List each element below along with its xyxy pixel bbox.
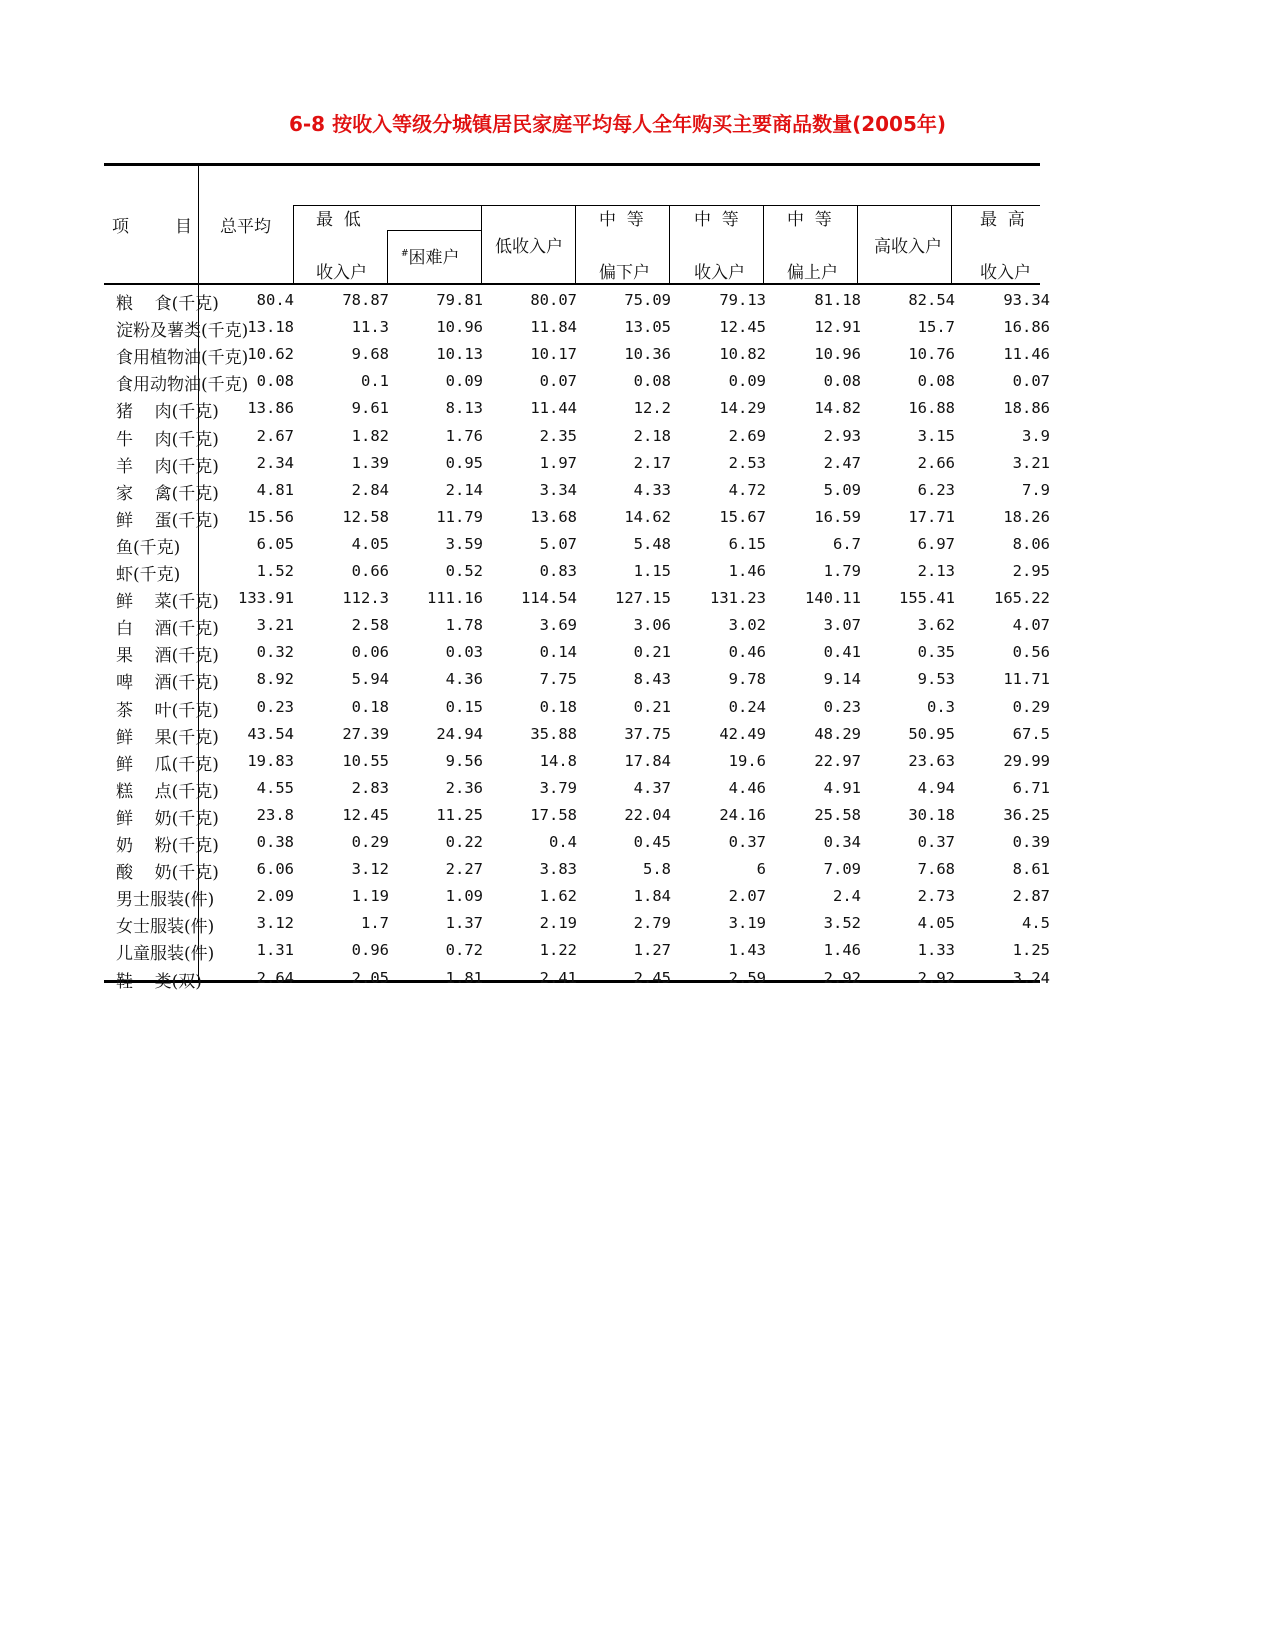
table-cell: 10.17 — [530, 345, 577, 364]
table-cell: 2.69 — [728, 426, 766, 445]
table-cell: 1.52 — [256, 562, 294, 580]
table-cell: 0.08 — [256, 372, 294, 391]
table-cell: 4.37 — [633, 778, 671, 797]
table-cell: 2.34 — [256, 453, 294, 472]
table-cell: 81.18 — [814, 291, 861, 309]
table-cell: 1.19 — [351, 887, 389, 906]
table-cell: 11.84 — [530, 318, 577, 337]
table-cell: 1.81 — [445, 968, 483, 987]
table-cell: 7.75 — [539, 670, 577, 689]
table-cell: 42.49 — [719, 724, 766, 743]
row-label: 啤 酒(千克) — [116, 673, 219, 694]
header-low: 低收入户 — [495, 237, 563, 257]
header-subrule — [293, 205, 1040, 206]
table-cell: 3.34 — [539, 480, 577, 499]
table-cell: 1.82 — [351, 426, 389, 445]
page-title: 6-8 按收入等级分城镇居民家庭平均每人全年购买主要商品数量(2005年) — [288, 112, 947, 136]
table-cell: 155.41 — [899, 589, 955, 608]
table-cell: 1.37 — [445, 914, 483, 933]
table-cell: 1.97 — [539, 453, 577, 472]
table-cell: 0.21 — [633, 697, 671, 716]
table-cell: 1.46 — [728, 562, 766, 580]
table-cell: 1.46 — [823, 941, 861, 960]
table-cell: 0.45 — [633, 833, 671, 851]
row-label: 猪 肉(千克) — [116, 402, 219, 423]
table-cell: 1.15 — [633, 562, 671, 580]
table-cell: 16.86 — [1003, 318, 1050, 337]
table-cell: 0.29 — [1012, 697, 1050, 716]
row-label: 食用动物油(千克) — [116, 375, 249, 396]
row-label: 鞋 类(双) — [116, 971, 202, 992]
table-cell: 112.3 — [342, 589, 389, 608]
table-cell: 127.15 — [615, 589, 671, 608]
table-cell: 0.06 — [351, 643, 389, 662]
table-cell: 0.39 — [1012, 833, 1050, 851]
table-cell: 0.83 — [539, 562, 577, 580]
table-cell: 0.96 — [351, 941, 389, 960]
table-cell: 79.81 — [436, 291, 483, 309]
header-mid-high-top: 中 等 — [787, 210, 832, 230]
table-cell: 6.97 — [917, 534, 955, 553]
table-cell: 2.45 — [633, 968, 671, 987]
table-cell: 50.95 — [908, 724, 955, 743]
table-cell: 3.12 — [256, 914, 294, 933]
row-label: 鲜 菜(千克) — [116, 592, 219, 613]
row-label: 鲜 蛋(千克) — [116, 510, 219, 531]
table-cell: 2.84 — [351, 480, 389, 499]
table-cell: 0.41 — [823, 643, 861, 662]
table-cell: 1.09 — [445, 887, 483, 906]
table-cell: 0.66 — [351, 562, 389, 580]
row-label: 酸 奶(千克) — [116, 863, 219, 884]
table-cell: 2.93 — [823, 426, 861, 445]
table-cell: 4.94 — [917, 778, 955, 797]
table-cell: 79.13 — [719, 291, 766, 309]
table-cell: 0.09 — [445, 372, 483, 391]
table-cell: 1.33 — [917, 941, 955, 960]
header-highest-bottom: 收入户 — [980, 263, 1031, 283]
table-cell: 0.95 — [445, 453, 483, 472]
table-cell: 2.41 — [539, 968, 577, 987]
table-cell: 15.67 — [719, 507, 766, 526]
table-cell: 9.56 — [445, 751, 483, 770]
table-cell: 5.94 — [351, 670, 389, 689]
table-cell: 3.52 — [823, 914, 861, 933]
table-cell: 3.62 — [917, 616, 955, 635]
col-rule-5 — [669, 205, 670, 284]
table-cell: 16.59 — [814, 507, 861, 526]
table-cell: 4.05 — [917, 914, 955, 933]
table-cell: 133.91 — [238, 589, 294, 608]
table-cell: 0.08 — [823, 372, 861, 391]
header-bottom-rule — [104, 283, 1040, 285]
table-cell: 22.04 — [624, 805, 671, 824]
table-cell: 3.24 — [1012, 968, 1050, 987]
table-cell: 24.94 — [436, 724, 483, 743]
table-cell: 6.7 — [833, 534, 861, 553]
table-cell: 27.39 — [342, 724, 389, 743]
table-cell: 30.18 — [908, 805, 955, 824]
table-cell: 4.07 — [1012, 616, 1050, 635]
table-cell: 3.07 — [823, 616, 861, 635]
header-high: 高收入户 — [874, 237, 942, 257]
table-cell: 9.14 — [823, 670, 861, 689]
table-cell: 7.9 — [1022, 480, 1050, 499]
table-cell: 16.88 — [908, 399, 955, 418]
table-cell: 14.62 — [624, 507, 671, 526]
table-cell: 8.92 — [256, 670, 294, 689]
table-cell: 43.54 — [247, 724, 294, 743]
table-cell: 12.91 — [814, 318, 861, 337]
table-cell: 80.4 — [256, 291, 294, 309]
table-cell: 3.59 — [445, 534, 483, 553]
row-label: 奶 粉(千克) — [116, 836, 219, 856]
table-cell: 14.82 — [814, 399, 861, 418]
table-cell: 10.13 — [436, 345, 483, 364]
table-cell: 0.08 — [633, 372, 671, 391]
table-cell: 2.14 — [445, 480, 483, 499]
table-cell: 3.21 — [1012, 453, 1050, 472]
table-cell: 5.48 — [633, 534, 671, 553]
table-cell: 0.3 — [927, 697, 955, 716]
table-cell: 2.59 — [728, 968, 766, 987]
table-cell: 11.79 — [436, 507, 483, 526]
table-cell: 0.22 — [445, 833, 483, 851]
table-cell: 11.25 — [436, 805, 483, 824]
table-cell: 2.4 — [833, 887, 861, 906]
row-label: 虾(千克) — [116, 565, 181, 585]
table-cell: 2.95 — [1012, 562, 1050, 580]
table-cell: 8.43 — [633, 670, 671, 689]
table-cell: 12.58 — [342, 507, 389, 526]
table-cell: 2.66 — [917, 453, 955, 472]
table-cell: 0.15 — [445, 697, 483, 716]
table-cell: 48.29 — [814, 724, 861, 743]
table-cell: 4.05 — [351, 534, 389, 553]
table-cell: 23.63 — [908, 751, 955, 770]
table-cell: 23.8 — [256, 805, 294, 824]
table-cell: 1.39 — [351, 453, 389, 472]
header-hardship — [401, 243, 460, 268]
table-cell: 9.78 — [728, 670, 766, 689]
table-cell: 0.52 — [445, 562, 483, 580]
table-cell: 114.54 — [521, 589, 577, 608]
table-cell: 0.4 — [549, 833, 577, 851]
table-cell: 3.21 — [256, 616, 294, 635]
table-cell: 3.15 — [917, 426, 955, 445]
row-label: 白 酒(千克) — [116, 619, 219, 640]
row-label: 食用植物油(千克) — [116, 348, 249, 369]
hardship-subrule — [387, 230, 481, 231]
table-cell: 0.03 — [445, 643, 483, 662]
table-cell: 11.3 — [351, 318, 389, 337]
table-cell: 2.05 — [351, 968, 389, 987]
table-cell: 0.21 — [633, 643, 671, 662]
table-cell: 2.09 — [256, 887, 294, 906]
table-cell: 18.26 — [1003, 507, 1050, 526]
table-cell: 22.97 — [814, 751, 861, 770]
table-cell: 6 — [756, 860, 766, 879]
table-cell: 165.22 — [994, 589, 1050, 608]
table-cell: 14.8 — [539, 751, 577, 770]
table-cell: 0.37 — [728, 833, 766, 851]
table-cell: 82.54 — [908, 291, 955, 309]
table-cell: 3.06 — [633, 616, 671, 635]
row-label: 鲜 瓜(千克) — [116, 754, 219, 775]
table-cell: 8.61 — [1012, 860, 1050, 879]
row-label: 鲜 奶(千克) — [116, 808, 219, 829]
table-cell: 2.67 — [256, 426, 294, 445]
table-cell: 2.35 — [539, 426, 577, 445]
table-cell: 2.47 — [823, 453, 861, 472]
table-cell: 10.82 — [719, 345, 766, 364]
table-cell: 29.99 — [1003, 751, 1050, 770]
table-cell: 1.43 — [728, 941, 766, 960]
header-item-char-2: 目 — [175, 217, 192, 237]
table-cell: 3.9 — [1022, 426, 1050, 445]
row-label: 女士服装(件) — [116, 917, 215, 938]
table-cell: 12.45 — [719, 318, 766, 337]
table-cell: 3.19 — [728, 914, 766, 933]
row-label: 男士服装(件) — [116, 890, 215, 911]
table-cell: 3.02 — [728, 616, 766, 635]
table-cell: 1.62 — [539, 887, 577, 906]
table-cell: 2.07 — [728, 887, 766, 906]
table-cell: 36.25 — [1003, 805, 1050, 824]
table-cell: 9.53 — [917, 670, 955, 689]
table-cell: 7.09 — [823, 860, 861, 879]
table-cell: 0.07 — [1012, 372, 1050, 391]
table-cell: 4.33 — [633, 480, 671, 499]
col-rule-2 — [387, 230, 388, 284]
row-label: 家 禽(千克) — [116, 483, 219, 504]
top-rule — [104, 163, 1040, 166]
table-cell: 35.88 — [530, 724, 577, 743]
row-label: 果 酒(千克) — [116, 646, 219, 667]
table-cell: 0.37 — [917, 833, 955, 851]
table-cell: 0.23 — [256, 697, 294, 716]
table-cell: 13.68 — [530, 507, 577, 526]
table-cell: 12.45 — [342, 805, 389, 824]
table-cell: 2.79 — [633, 914, 671, 933]
table-cell: 2.92 — [823, 968, 861, 987]
table-cell: 13.18 — [247, 318, 294, 337]
row-label: 鱼(千克) — [116, 537, 181, 558]
table-cell: 14.29 — [719, 399, 766, 418]
header-lowest-bottom: 收入户 — [316, 263, 367, 283]
table-cell: 0.18 — [539, 697, 577, 716]
table-cell: 10.96 — [814, 345, 861, 364]
table-cell: 13.05 — [624, 318, 671, 337]
table-cell: 6.23 — [917, 480, 955, 499]
col-rule-1 — [293, 205, 294, 284]
table-cell: 5.8 — [643, 860, 671, 879]
table-cell: 0.18 — [351, 697, 389, 716]
table-cell: 25.58 — [814, 805, 861, 824]
table-cell: 5.07 — [539, 534, 577, 553]
col-rule-8 — [951, 205, 952, 284]
table-cell: 1.7 — [361, 914, 389, 933]
table-cell: 0.38 — [256, 833, 294, 851]
col-rule-7 — [857, 205, 858, 284]
row-label: 粮 食(千克) — [116, 294, 219, 314]
header-mid-top: 中 等 — [694, 210, 739, 230]
table-cell: 4.5 — [1022, 914, 1050, 933]
table-cell: 10.76 — [908, 345, 955, 364]
table-cell: 3.69 — [539, 616, 577, 635]
table-cell: 0.34 — [823, 833, 861, 851]
header-total: 总平均 — [220, 217, 271, 237]
table-cell: 1.79 — [823, 562, 861, 580]
col-rule-3 — [481, 205, 482, 284]
row-label: 羊 肉(千克) — [116, 456, 219, 477]
table-cell: 0.09 — [728, 372, 766, 391]
table-cell: 8.13 — [445, 399, 483, 418]
table-cell: 15.7 — [917, 318, 955, 337]
table-cell: 2.18 — [633, 426, 671, 445]
table-cell: 37.75 — [624, 724, 671, 743]
table-cell: 7.68 — [917, 860, 955, 879]
table-cell: 0.14 — [539, 643, 577, 662]
table-cell: 4.91 — [823, 778, 861, 797]
table-cell: 111.16 — [427, 589, 483, 608]
table-cell: 2.19 — [539, 914, 577, 933]
table-cell: 1.22 — [539, 941, 577, 960]
table-cell: 9.61 — [351, 399, 389, 418]
table-cell: 0.46 — [728, 643, 766, 662]
table-cell: 0.23 — [823, 697, 861, 716]
table-cell: 78.87 — [342, 291, 389, 309]
table-cell: 0.32 — [256, 643, 294, 662]
row-label: 糕 点(千克) — [116, 781, 219, 802]
table-cell: 0.35 — [917, 643, 955, 662]
table-cell: 1.25 — [1012, 941, 1050, 960]
table-cell: 0.56 — [1012, 643, 1050, 662]
table-cell: 1.84 — [633, 887, 671, 906]
table-cell: 17.58 — [530, 805, 577, 824]
table-cell: 2.27 — [445, 860, 483, 879]
table-cell: 2.53 — [728, 453, 766, 472]
table-cell: 6.71 — [1012, 778, 1050, 797]
table-cell: 5.09 — [823, 480, 861, 499]
table-cell: 18.86 — [1003, 399, 1050, 418]
table-cell: 6.05 — [256, 534, 294, 553]
header-lowest-top: 最 低 — [316, 210, 361, 230]
table-cell: 0.29 — [351, 833, 389, 851]
table-cell: 2.73 — [917, 887, 955, 906]
table-cell: 10.55 — [342, 751, 389, 770]
table-cell: 4.36 — [445, 670, 483, 689]
table-cell: 131.23 — [710, 589, 766, 608]
table-cell: 1.27 — [633, 941, 671, 960]
col-rule-6 — [763, 205, 764, 284]
table-cell: 6.15 — [728, 534, 766, 553]
table-cell: 1.31 — [256, 941, 294, 960]
table-cell: 10.96 — [436, 318, 483, 337]
table-cell: 10.62 — [247, 345, 294, 364]
col-rule-4 — [575, 205, 576, 284]
table-cell: 17.84 — [624, 751, 671, 770]
table-cell: 19.6 — [728, 751, 766, 770]
header-highest-top: 最 高 — [980, 210, 1025, 230]
row-label: 茶 叶(千克) — [116, 700, 219, 721]
table-cell: 2.13 — [917, 562, 955, 580]
table-cell: 11.71 — [1003, 670, 1050, 689]
table-cell: 2.92 — [917, 968, 955, 987]
table-cell: 140.11 — [805, 589, 861, 608]
table-cell: 19.83 — [247, 751, 294, 770]
table-cell: 3.12 — [351, 860, 389, 879]
table-cell: 13.86 — [247, 399, 294, 418]
table-cell: 0.07 — [539, 372, 577, 391]
table-cell: 0.1 — [361, 372, 389, 391]
table-cell: 8.06 — [1012, 534, 1050, 553]
table-cell: 80.07 — [530, 291, 577, 309]
table-cell: 1.76 — [445, 426, 483, 445]
table-cell: 2.87 — [1012, 887, 1050, 906]
table-cell: 2.83 — [351, 778, 389, 797]
row-label: 牛 肉(千克) — [116, 429, 219, 450]
table-cell: 15.56 — [247, 507, 294, 526]
table-cell: 4.81 — [256, 480, 294, 499]
table-cell: 93.34 — [1003, 291, 1050, 309]
header-mid-low-top: 中 等 — [599, 210, 644, 230]
table-cell: 0.72 — [445, 941, 483, 960]
row-label: 鲜 果(千克) — [116, 727, 219, 748]
table-cell: 0.08 — [917, 372, 955, 391]
table-cell: 24.16 — [719, 805, 766, 824]
header-mid-low-bottom: 偏下户 — [599, 263, 650, 283]
hardship-mark: # — [401, 249, 409, 259]
table-cell: 3.79 — [539, 778, 577, 797]
table-cell: 11.44 — [530, 399, 577, 418]
table-cell: 67.5 — [1012, 724, 1050, 743]
table-cell: 2.58 — [351, 616, 389, 635]
table-cell: 10.36 — [624, 345, 671, 364]
table-cell: 75.09 — [624, 291, 671, 309]
header-item-char-1: 项 — [112, 217, 129, 237]
table-cell: 3.83 — [539, 860, 577, 879]
row-label: 儿童服装(件) — [116, 944, 215, 965]
table-cell: 2.64 — [256, 968, 294, 987]
table-cell: 9.68 — [351, 345, 389, 364]
table-cell: 1.78 — [445, 616, 483, 635]
table-cell: 2.17 — [633, 453, 671, 472]
table-cell: 4.55 — [256, 778, 294, 797]
table-cell: 4.72 — [728, 480, 766, 499]
header-mid-high-bottom: 偏上户 — [787, 263, 838, 283]
header-hardship-label: 困难户 — [408, 248, 460, 268]
row-label: 淀粉及薯类(千克) — [116, 321, 249, 342]
table-cell: 2.36 — [445, 778, 483, 797]
table-cell: 12.2 — [633, 399, 671, 418]
table-cell: 11.46 — [1003, 345, 1050, 364]
table-cell: 0.24 — [728, 697, 766, 716]
header-mid-bottom: 收入户 — [694, 263, 745, 283]
table-cell: 4.46 — [728, 778, 766, 797]
table-cell: 6.06 — [256, 860, 294, 879]
table-cell: 17.71 — [908, 507, 955, 526]
